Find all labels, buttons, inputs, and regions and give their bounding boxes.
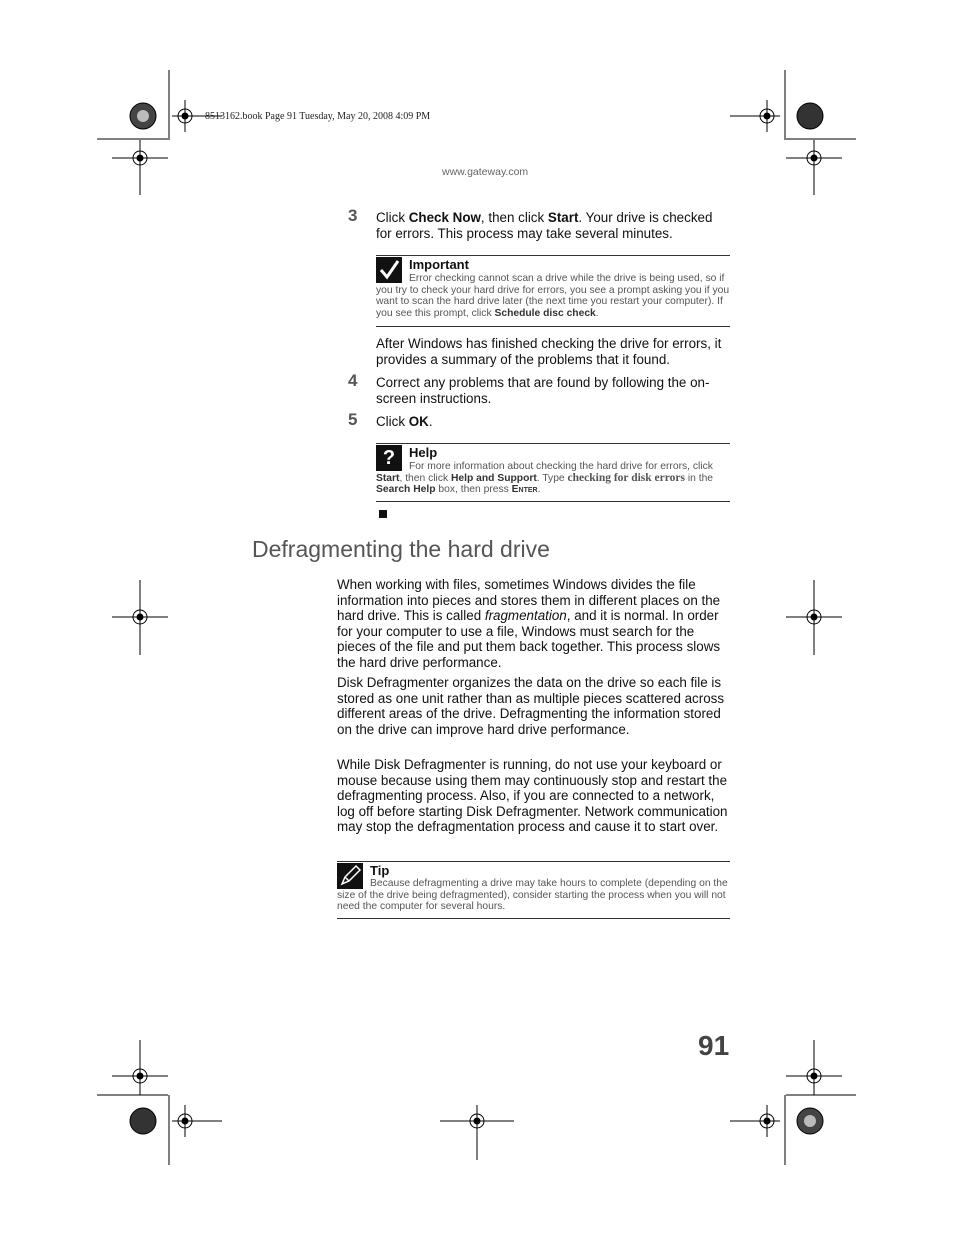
enter-key-label: Enter xyxy=(511,484,538,496)
important-note xyxy=(376,255,730,327)
help-title: Help xyxy=(409,445,438,460)
after-check-paragraph: After Windows has finished checking the drive for errors, it provides a summary of the problems that it found. xyxy=(376,336,722,367)
section-paragraph-2: Disk Defragmenter organizes the data on the drive so each file is stored as one unit rather than as multiple pieces scattered across different areas of the drive. Defragmenting the information stored on the drive can improve hard drive performance. xyxy=(337,675,725,737)
p1-emphasis: fragmentation xyxy=(484,608,567,624)
check-now-label: Check Now xyxy=(408,210,481,225)
search-term: checking for disk errors xyxy=(567,471,685,484)
start-label: Start xyxy=(547,210,579,225)
ok-label: OK xyxy=(408,414,429,429)
important-text-a: Error checking cannot scan a drive while the drive is being used, so if you try to check your hard drive for errors, you see a prompt asking you if you want to scan the hard drive later (the next time you restart your computer). If you see this prompt, click xyxy=(376,273,730,320)
help-text-e: box, then press xyxy=(435,484,512,496)
help-text-b: , then click xyxy=(399,472,451,484)
step-number-4: 4 xyxy=(348,371,358,390)
step-3-text-b: , then click xyxy=(480,210,548,225)
section-heading: Defragmenting the hard drive xyxy=(252,536,550,562)
tip-text: Because defragmenting a drive may take hours to complete (depending on the size of the drive being defragmented), consider starting the process when you will not need the computer for several hours. xyxy=(337,878,728,913)
important-text xyxy=(376,273,730,320)
tip-title: Tip xyxy=(370,863,390,878)
header-url: www.gateway.com xyxy=(442,166,529,178)
section-paragraph-1 xyxy=(337,577,730,671)
step-4-text: Correct any problems that are found by following the on-screen instructions. xyxy=(376,375,710,406)
p1-text-b: , and it is normal. In order for your computer to use a file, Windows must search for the pieces of the file and put them back together. This process slows the hard drive performance. xyxy=(337,608,721,670)
section-paragraph-3: While Disk Defragmenter is running, do not use your keyboard or mouse because using them may continuously stop and restart the defragmenting process. Also, if you are connected to a network, log off before starting Disk Defragmenter. Network communication may stop the defragmentation process and cause it to start over. xyxy=(337,757,728,835)
step-number-3: 3 xyxy=(348,206,358,225)
help-text-d: in the xyxy=(684,472,714,484)
step-5-text-b: . xyxy=(428,414,433,429)
step-3-text-c: . Your drive is checked for errors. This process may take several minutes. xyxy=(376,210,713,241)
help-note xyxy=(376,443,730,502)
help-text-a: For more information about checking the hard drive for errors, click xyxy=(409,461,713,472)
help-text-f: . xyxy=(537,484,541,496)
question-mark-icon: ? xyxy=(376,445,402,471)
step-5-text-a: Click xyxy=(376,414,409,429)
p1-text-a: When working with files, sometimes Windows divides the file information into pieces and stores them in different places on the hard drive. This is called xyxy=(337,577,721,624)
important-text-b: . xyxy=(595,308,599,320)
print-slug: 8513162.book Page 91 Tuesday, May 20, 2008 4:09 PM xyxy=(205,111,431,122)
step-3-text-a: Click xyxy=(376,210,409,225)
search-help-label: Search Help xyxy=(376,484,436,496)
help-and-support-label: Help and Support xyxy=(450,472,537,484)
step-5-text xyxy=(376,414,730,430)
page-number: 91 xyxy=(698,1030,730,1061)
help-text-c: . Type xyxy=(536,472,568,484)
step-3-text xyxy=(376,210,730,241)
important-title: Important xyxy=(409,257,469,272)
end-of-procedure-mark xyxy=(379,510,387,518)
step-number-5: 5 xyxy=(348,410,358,429)
help-text xyxy=(376,461,730,496)
tip-note xyxy=(337,861,730,919)
help-start-label: Start xyxy=(376,472,400,484)
schedule-disc-check-label: Schedule disc check xyxy=(494,308,596,320)
